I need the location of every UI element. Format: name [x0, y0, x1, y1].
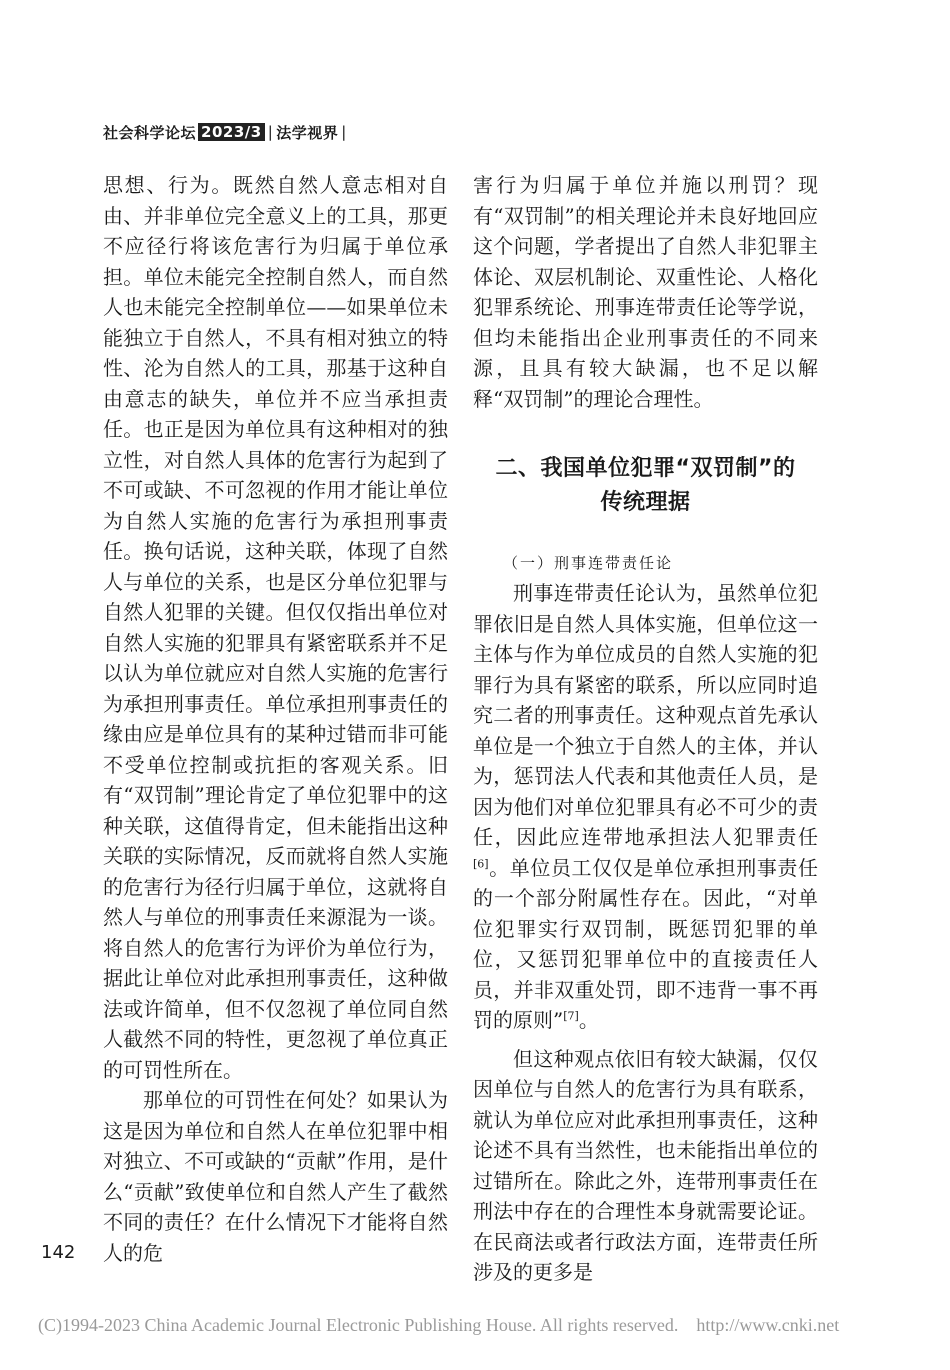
column-name: 法学视界 — [276, 123, 339, 142]
citation-ref: [7] — [563, 1009, 579, 1023]
subheading: （一）刑事连带责任论 — [503, 554, 674, 572]
section-title — [473, 452, 818, 520]
left-column — [103, 170, 448, 1268]
year-issue-badge: 2023/3 — [198, 123, 265, 141]
paragraph-text: 。单位员工仅仅是单位承担刑事责任的一个部分附属性存在。因此，“对单位犯罪实行双罚制，既惩罚犯罪的单位，又惩罚犯罪单位中的直接责任人员，并非双重处罚，即不违背一事不再罚的原则” — [473, 855, 818, 1032]
body-paragraph: 害行为归属于单位并施以刑罚？现有“双罚制”的相关理论并未良好地回应这个问题，学者提出了自然人非犯罪主体论、双层机制论、双重性论、人格化犯罪系统论、刑事连带责任论等学说，但均未能指出企业刑事责任的不同来源，且具有较大缺漏，也不足以解释“双罚制”的理论合理性。 — [473, 173, 818, 411]
header-end-bar: | — [341, 123, 347, 141]
paragraph-text: 刑事连带责任论认为，虽然单位犯罪依旧是自然人具体实施，但单位这一主体与作为单位成员的自然人实施的犯罪行为具有紧密的联系，所以应同时追究二者的刑事责任。这种观点首先承认单位是一个独立于自然人的主体，并认为，惩罚法人代表和其他责任人员，是因为他们对单位犯罪具有必不可少的责任，因此应连带地承担法人犯罪责任 — [473, 581, 818, 849]
section-title-line: 传统理据 — [600, 490, 691, 515]
page-number: 142 — [41, 1242, 76, 1263]
body-paragraph — [473, 578, 818, 1036]
body-paragraph: 那单位的可罚性在何处？如果认为这是因为单位和自然人在单位犯罪中相对独立、不可或缺的“贡献”作用，是什么“贡献”致使单位和自然人产生了截然不同的责任？在什么情况下才能将自然人的危 — [103, 1088, 448, 1265]
journal-name: 社会科学论坛 — [103, 123, 197, 142]
citation-ref: [6] — [473, 856, 489, 870]
copyright-text: (C)1994-2023 China Academic Journal Electronic Publishing House. All rights reserved. — [38, 1315, 679, 1335]
section-title-line: 二、我国单位犯罪“双罚制”的 — [495, 456, 796, 481]
body-paragraph: 但这种观点依旧有较大缺漏，仅仅因单位与自然人的危害行为具有联系，就认为单位应对此承担刑事责任，这种论述不具有当然性，也未能指出单位的过错所在。除此之外，连带刑事责任在刑法中存在的合理性本身就需要论证。在民商法或者行政法方面，连带责任所涉及的更多是 — [473, 1046, 818, 1284]
copyright-footer — [38, 1315, 918, 1336]
right-column — [473, 170, 818, 1288]
paragraph-text: 。 — [578, 1008, 599, 1032]
header-separator: | — [267, 123, 274, 141]
running-header — [103, 121, 350, 143]
body-paragraph: 思想、行为。既然自然人意志相对自由、并非单位完全意义上的工具，那更不应径行将该危害行为归属于单位承担。单位未能完全控制自然人，而自然人也未能完全控制单位——如果单位未能独立于自然人，不具有相对独立的特性、沦为自然人的工具，那基于这种自由意志的缺失，单位并不应当承担责任。也正是因为单位具有这种相对的独立性，对自然人具体的危害行为起到了不可或缺、不可忽视的作用才能让单位为自然人实施的危害行为承担刑事责任。换句话说，这种关联，体现了自然人与单位的关系，也是区分单位犯罪与自然人犯罪的关键。但仅仅指出单位对自然人实施的犯罪具有紧密联系并不足以认为单位就应对自然人实施的危害行为承担刑事责任。单位承担刑事责任的缘由应是单位具有的某种过错而非可能不受单位控制或抗拒的客观关系。旧有“双罚制”理论肯定了单位犯罪中的这种关联，这值得肯定，但未能指出这种关联的实际情况，反而就将自然人实施的危害行为径行归属于单位，这就将自然人与单位的刑事责任来源混为一谈。将自然人的危害行为评价为单位行为，据此让单位对此承担刑事责任，这种做法或许简单，但不仅忽视了单位同自然人截然不同的特性，更忽视了单位真正的可罚性所在。 — [103, 173, 448, 1082]
footer-url: http://www.cnki.net — [696, 1315, 840, 1335]
